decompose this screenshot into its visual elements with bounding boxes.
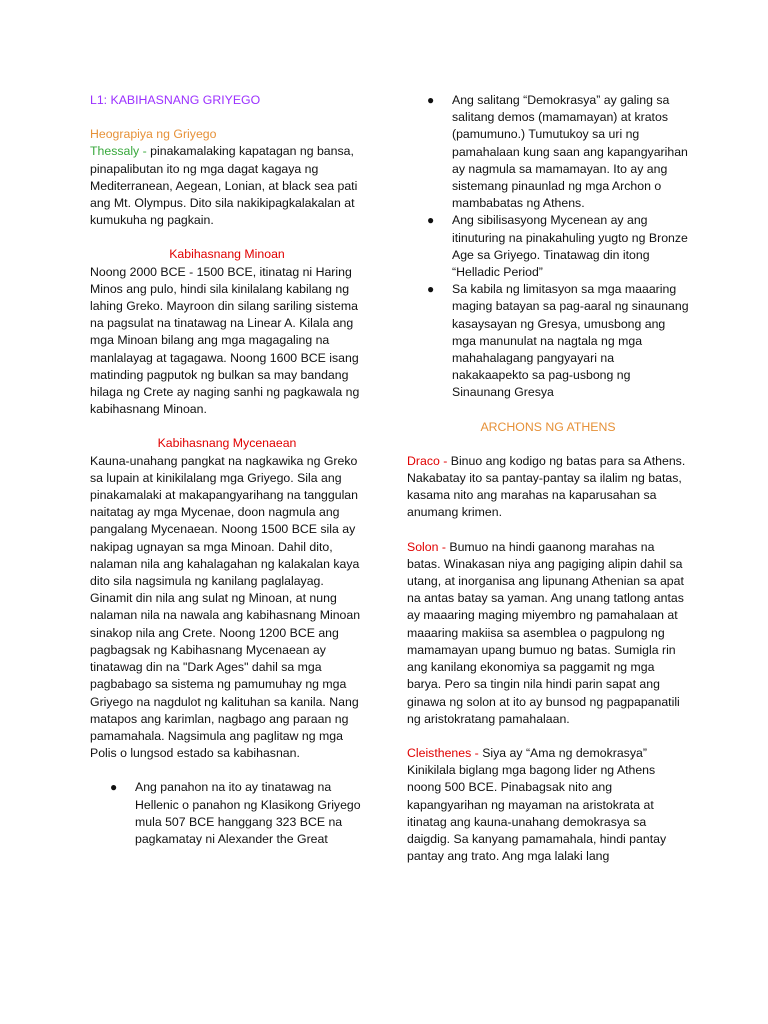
solon-text: Bumuo na hindi gaanong marahas na batas. Winakasan niya ang pagiging alipin dahil sa utang, at inorganisa ang lipunang Athenian sa apat na antas batay sa yaman. Ang unang tatlong antas ay maaaring maging miyembro ng pamahalaan at maaaring makiisa sa asemblea o pagpulong ng mamamayan upang bumuo ng batas. Sumigla rin ang kanilang ekonomiya sa paggamit ng mga barya. Pero sa tingin nila hindi parin sapat ang ginawa ng solon at ito ay bunsod ng pagpapanatili ng aristokratang pamahalaan. [407, 539, 684, 726]
bullet-icon: ● [427, 213, 435, 228]
solon-name: Solon [407, 539, 439, 554]
cleisthenes-name: Cleisthenes [407, 745, 472, 760]
draco-paragraph [407, 453, 689, 522]
list-item [90, 779, 364, 848]
heography-heading: Heograpiya ng Griyego [90, 127, 217, 142]
draco-text: Binuo ang kodigo ng batas para sa Athens. Nakabatay ito sa pantay-pantay sa ilalim ng batas, kasama nito ang marahas na kaparusahan sa anumang krimen. [407, 453, 686, 520]
list-item [407, 281, 689, 401]
draco-name: Draco [407, 453, 440, 468]
heography-text: pinakamalaking kapatagan ng bansa, pinapalibutan ito ng mga dagat kagaya ng Mediterranean, Aegean, Lonian, at black sea pati ang Mt. Olympus. Dito sila nakikipagkalakalan at kumukuha ng pagkain. [90, 144, 358, 228]
cleisthenes-text: Siya ay “Ama ng demokrasya” Kinikilala biglang mga bagong lider ng Athens noong 500 BCE. Pinabagsak nito ang kapangyarihan ng mayaman na aristokrata at itinatag ang kauna-unahang demokrasya sa daigdig. Sa kanyang pamamahala, hindi pantay pantay ang trato. Ang mga lalaki lang [407, 745, 667, 864]
bullet-text: Ang panahon na ito ay tinatawag na Hellenic o panahon ng Klasikong Griyego mula 507 BCE hanggang 323 BCE na pagkamatay ni Alexander the Great [135, 780, 361, 846]
list-item [407, 212, 689, 281]
solon-paragraph [407, 539, 689, 728]
bullet-text: Ang sibilisasyong Mycenean ay ang itinuturing na pinakahuling yugto ng Bronze Age sa Griyego. Tinatawag din itong “Helladic Period” [452, 213, 688, 280]
bullet-icon: ● [427, 93, 435, 107]
thessaly-term: Thessaly [90, 144, 140, 159]
minoan-paragraph: Noong 2000 BCE - 1500 BCE, itinatag ni Haring Minos ang pulo, hindi sila kinilalang kabilang ng lahing Greko. Mayroon din silang sariling sistema na pagsulat na tinatawag na Linear A. Kilala ang mga Minoan bilang ang mga magagaling na manlalayag at tagagawa. Noong 1600 BCE isang matinding pagputok ng bulkan sa may bandang hilaga ng Crete ay naging sanhi ng pagkawala ng kabihasnang Minoan. [90, 264, 360, 417]
term-dash: - [471, 745, 483, 760]
term-dash: - [439, 453, 451, 468]
bullet-text: Sa kabila ng limitasyon sa mga maaaring maging batayan sa pag-aaral ng sinaunang kasaysayan ng Gresya, umusbong ang mga manunulat na nagtala ng mga mahahalagang pangyayari na nakakaapekto sa pag-usbong ng Sinaunang Gresya [452, 282, 689, 400]
bullet-text: Ang salitang “Demokrasya” ay galing sa salitang demos (mamamayan) at kratos (pamumuno.) Tumutukoy sa uri ng pamahalaan kung saan ang kapangyarihan ay nagmula sa mamamayan. Ito ay ang sistemang pinaunlad ng mga Archon o mambabatas ng Athens. [452, 93, 688, 211]
list-item [407, 92, 689, 212]
document-title: L1: KABIHASNANG GRIYEGO [90, 93, 261, 107]
mycenaean-heading: Kabihasnang Mycenaean [157, 436, 297, 451]
right-bullet-list [407, 92, 689, 402]
left-bullet-list [90, 779, 364, 848]
term-dash: - [139, 144, 151, 159]
right-column [407, 92, 689, 865]
archons-heading: ARCHONS NG ATHENS [480, 419, 616, 434]
mycenaean-paragraph: Kauna-unahang pangkat na nagkawika ng Greko sa lupain at kinikilalang mga Griyego. Sila ang pinakamalaki at makapangyarihang na tanggulan naitatag ay mga Mycenae, doon nagmula ang pangalang Mycenaean. Noong 1500 BCE sila ay nakipag ugnayan sa mga Minoan. Dahil dito, nalaman nila ang kahalagahan ng kalakalan kaya dito sila nagsimula ng kanilang paglalayag. Ginamit din nila ang sulat ng Minoan, at nung nalaman nila na nawala ang kabihasnang Minoan sinakop nila ang Crete. Noong 1200 BCE ang pagbagsak ng Kabihasnang Mycenaean ay tinatawag din na "Dark Ages" dahil sa mga pagbabago sa sistema ng pamumuhay ng mga Griyego na nagdulot ng kalituhan sa kanila. Nang matapos ang karimlan, nagbago ang paraan ng pamamahala. Nagsimula ang paglitaw ng mga Polis o lungsod estado sa kabihasnan. [90, 453, 361, 761]
bullet-icon: ● [427, 282, 435, 297]
term-dash: - [438, 539, 450, 554]
minoan-heading: Kabihasnang Minoan [169, 247, 285, 262]
left-column [90, 92, 364, 848]
bullet-icon: ● [110, 780, 118, 795]
heography-paragraph [90, 143, 364, 229]
cleisthenes-paragraph [407, 745, 689, 865]
